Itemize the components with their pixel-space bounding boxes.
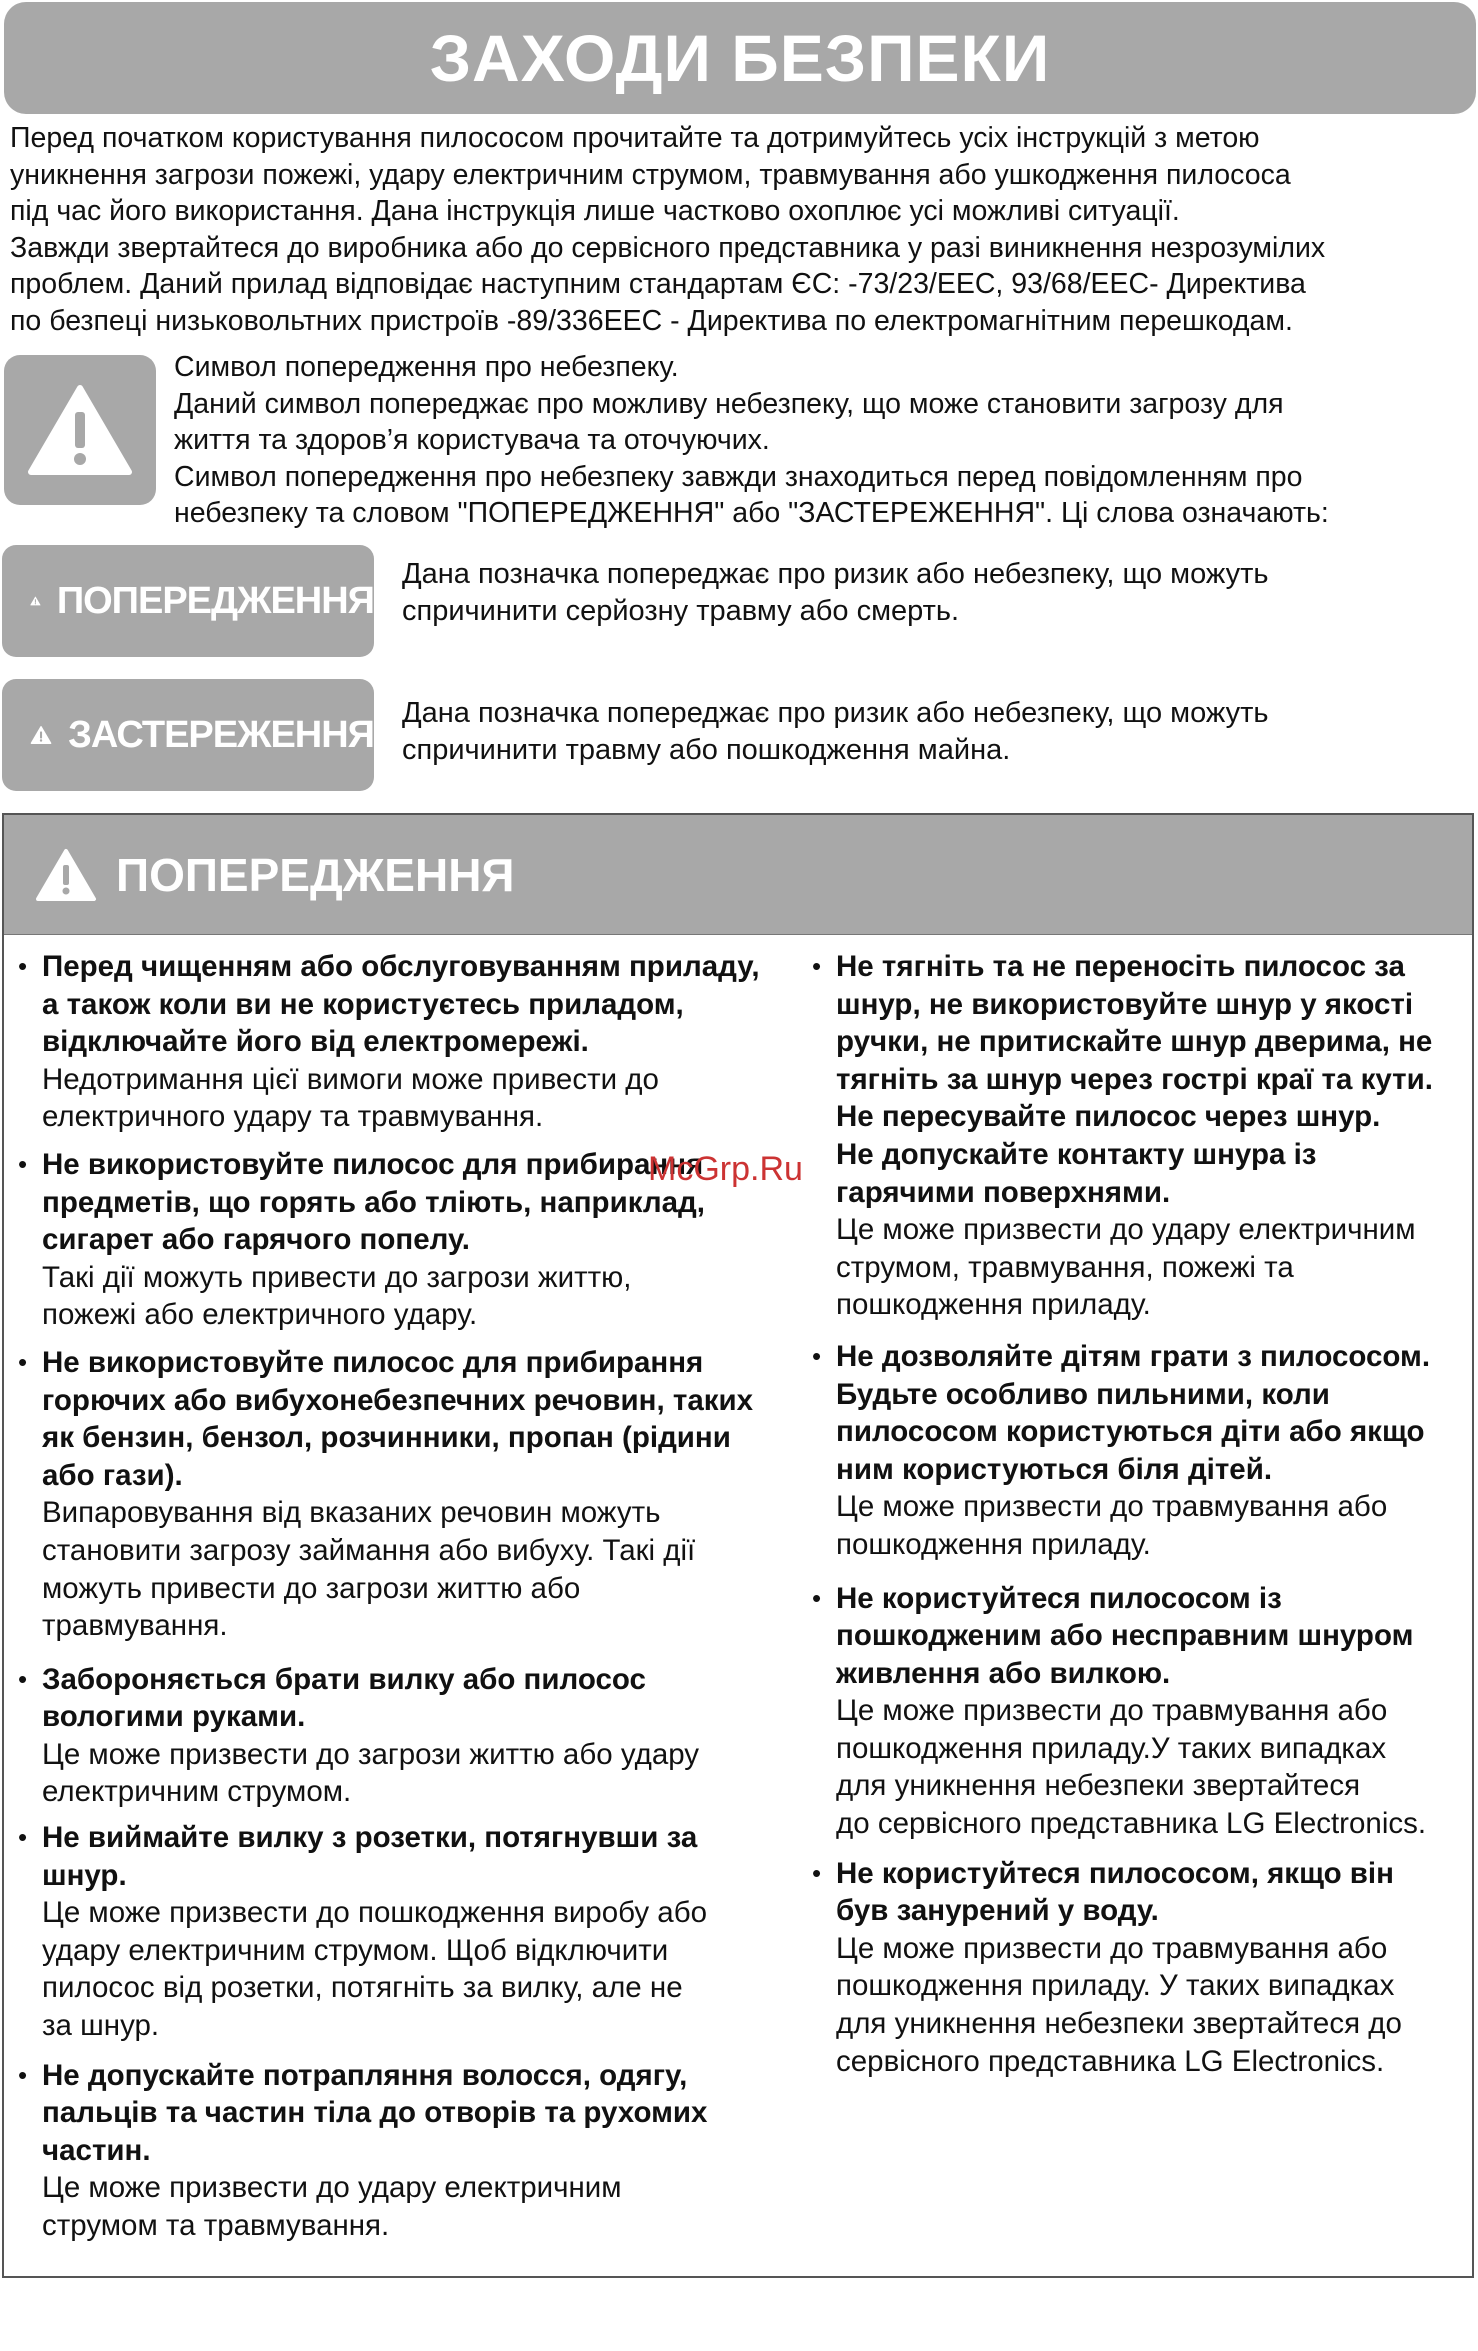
symbol-line: життя та здоров’я користувача та оточуючих. — [174, 424, 770, 456]
bold-line: Не пересувайте пилосос через шнур. — [836, 1100, 1381, 1134]
normal-line: пожежі або електричного удару. — [42, 1298, 478, 1332]
normal-line: Такі дії можуть привести до загрози життю, — [42, 1260, 632, 1294]
bold-line: шнур. — [42, 1858, 127, 1892]
normal-line: пошкодження приладу.У таких випадках — [836, 1731, 1387, 1765]
list-item — [18, 1819, 798, 2045]
list-item — [812, 1855, 1472, 2081]
bold-line: предметів, що горять або тліють, наприклад, — [42, 1185, 705, 1219]
bold-line: відключайте його від електромережі. — [42, 1025, 589, 1059]
bold-line: тягніть за шнур через гострі краї та кути. — [836, 1062, 1433, 1096]
warning-triangle-icon — [30, 573, 41, 629]
list-item — [812, 1580, 1472, 1843]
normal-line: Це може призвести до удару електричним — [836, 1213, 1416, 1247]
page-title: ЗАХОДИ БЕЗПЕКИ — [429, 21, 1051, 95]
bold-line: ручки, не притискайте шнур дверима, не — [836, 1025, 1433, 1059]
bold-line: вологими руками. — [42, 1700, 306, 1734]
bold-line: Будьте особливо пильними, коли — [836, 1377, 1330, 1411]
list-item — [18, 948, 798, 1136]
bold-line: Не допускайте контакту шнура із — [836, 1137, 1317, 1171]
bold-line: сигарет або гарячого попелу. — [42, 1223, 470, 1257]
normal-line: пилосос від розетки, потягніть за вилку, але не — [42, 1971, 683, 2005]
normal-line: становити загрозу займання або вибуху. Такі дії — [42, 1533, 696, 1567]
bold-line: • Не користуйтеся пилососом, якщо він — [836, 1856, 1394, 1890]
symbol-line: Символ попередження про небезпеку. — [174, 351, 679, 383]
bold-line: пошкодженим або несправним шнуром — [836, 1619, 1414, 1653]
list-item — [18, 1661, 798, 1811]
normal-line: Це може призвести до травмування або — [836, 1931, 1388, 1965]
symbol-description — [174, 349, 1474, 532]
normal-line: пошкодження приладу. У таких випадках — [836, 1969, 1395, 2003]
intro-line: по безпеці низьковольтних пристроїв -89/336ЕЕС - Директива по електромагнітним перешкодам. — [10, 304, 1293, 337]
description-line: Дана позначка попереджає про ризик або небезпеку, що можуть — [402, 558, 1269, 590]
warning-triangle-icon — [26, 382, 134, 478]
bold-line: або гази). — [42, 1458, 183, 1492]
bold-line: • Не допускайте потрапляння волосся, одягу, — [42, 2058, 688, 2092]
bold-line: • Забороняється брати вилку або пилосос — [42, 1662, 646, 1696]
normal-line: Це може призвести до загрози життю або удару — [42, 1737, 700, 1771]
warning-triangle-icon — [30, 707, 52, 763]
caution-label-box — [2, 679, 374, 791]
caution-label: ЗАСТЕРЕЖЕННЯ — [68, 713, 374, 756]
bold-line: пальців та частин тіла до отворів та рухомих — [42, 2096, 708, 2130]
intro-line: проблем. Даний прилад відповідає наступним стандартам ЄС: -73/23/ЕЕС, 93/68/ЕЕС- Директива — [10, 268, 1306, 300]
normal-line: Випаровування від вказаних речовин можуть — [42, 1496, 661, 1530]
bold-line: • Не тягніть та не переносіть пилосос за — [836, 950, 1405, 983]
list-item — [812, 948, 1472, 1324]
bold-line: як бензин, бензол, розчинники, пропан (рідини — [42, 1421, 731, 1455]
list-item — [812, 1338, 1472, 1564]
list-item — [18, 2057, 798, 2245]
normal-line: травмування. — [42, 1609, 228, 1643]
warning-list-left — [18, 948, 798, 2245]
caution-label-description — [402, 695, 1472, 769]
intro-paragraph — [10, 120, 1470, 339]
title-banner — [4, 2, 1476, 114]
intro-line: Завжди звертайтеся до виробника або до сервісного представника у разі виникнення незрозумілих — [10, 231, 1326, 264]
intro-line: під час його використання. Дана інструкція лише частково охоплює усі можливі ситуації. — [10, 195, 1180, 227]
bold-line: а також коли ви не користуєтесь приладом, — [42, 987, 684, 1021]
warning-triangle-icon — [34, 847, 98, 903]
symbol-line: Даний символ попереджає про можливу небезпеку, що може становити загрозу для — [174, 387, 1284, 420]
bold-line: шнур, не використовуйте шнур у якості — [836, 987, 1414, 1021]
normal-line: пошкодження приладу. — [836, 1527, 1151, 1561]
watermark: McGrp.Ru — [648, 1150, 803, 1188]
bold-line: ним користуються біля дітей. — [836, 1452, 1273, 1486]
normal-line: електричним струмом. — [42, 1775, 352, 1809]
normal-line: для уникнення небезпеки звертайтеся до — [836, 2007, 1402, 2041]
normal-line: пошкодження приладу. — [836, 1288, 1151, 1322]
hazard-symbol-box — [4, 355, 156, 505]
bold-line: • Не використовуйте пилосос для прибирання — [42, 1147, 704, 1181]
normal-line: Це може призвести до удару електричним — [42, 2171, 622, 2205]
description-line: Дана позначка попереджає про ризик або небезпеку, що можуть — [402, 697, 1269, 729]
warning-label: ПОПЕРЕДЖЕННЯ — [56, 579, 374, 622]
normal-line: Це може призвести до травмування або — [836, 1490, 1388, 1524]
symbol-line: небезпеку та словом "ПОПЕРЕДЖЕННЯ" або "ЗАСТЕРЕЖЕННЯ". Ці слова означають: — [174, 497, 1329, 529]
bold-line: • Не дозволяйте дітям грати з пилососом. — [836, 1339, 1431, 1373]
bold-line: • Не використовуйте пилосос для прибирання — [42, 1345, 704, 1379]
bold-line: • Не виймайте вилку з розетки, потягнувши за — [42, 1821, 698, 1855]
intro-line: Перед початком користування пилососом прочитайте та дотримуйтесь усіх інструкцій з метою — [10, 122, 1260, 154]
normal-line: струмом, травмування, пожежі та — [836, 1250, 1294, 1284]
bold-line: пилососом користуються діти або якщо — [836, 1415, 1425, 1449]
description-line: спричинити серйозну травму або смерть. — [402, 595, 960, 627]
description-line: спричинити травму або пошкодження майна. — [402, 734, 1011, 766]
normal-line: електричного удару та травмування. — [42, 1100, 544, 1134]
normal-line: сервісного представника LG Electronics. — [836, 2044, 1385, 2078]
normal-line: Недотримання цієї вимоги може привести до — [42, 1062, 659, 1096]
bold-line: був занурений у воду. — [836, 1894, 1159, 1928]
normal-line: Це може призвести до травмування або — [836, 1694, 1388, 1728]
bold-line: частин. — [42, 2133, 151, 2167]
normal-line: до сервісного представника LG Electronics. — [836, 1807, 1427, 1841]
normal-line: для уникнення небезпеки звертайтеся — [836, 1769, 1361, 1803]
normal-line: струмом та травмування. — [42, 2209, 390, 2242]
warning-panel-title: ПОПЕРЕДЖЕННЯ — [116, 848, 515, 901]
list-item — [18, 1344, 798, 1645]
normal-line: за шнур. — [42, 2009, 160, 2043]
symbol-line: Символ попередження про небезпеку завжди знаходиться перед повідомленням про — [174, 460, 1303, 493]
warning-panel-header — [4, 815, 1472, 935]
bold-line: живлення або вилкою. — [836, 1656, 1171, 1690]
normal-line: можуть привести до загрози життю або — [42, 1571, 581, 1605]
bold-line: горючих або вибухонебезпечних речовин, таких — [42, 1383, 754, 1417]
bold-line: • Перед чищенням або обслуговуванням приладу, — [42, 950, 760, 983]
normal-line: удару електричним струмом. Щоб відключити — [42, 1933, 669, 1967]
bold-line: • Не користуйтеся пилососом із — [836, 1581, 1282, 1615]
bold-line: гарячими поверхнями. — [836, 1175, 1171, 1209]
warning-label-box — [2, 545, 374, 657]
warning-label-description — [402, 556, 1472, 630]
warning-list-right — [812, 948, 1472, 2080]
intro-line: уникнення загрози пожежі, удару електричним струмом, травмування або ушкодження пилососа — [10, 158, 1291, 191]
normal-line: Це може призвести до пошкодження виробу або — [42, 1896, 708, 1930]
